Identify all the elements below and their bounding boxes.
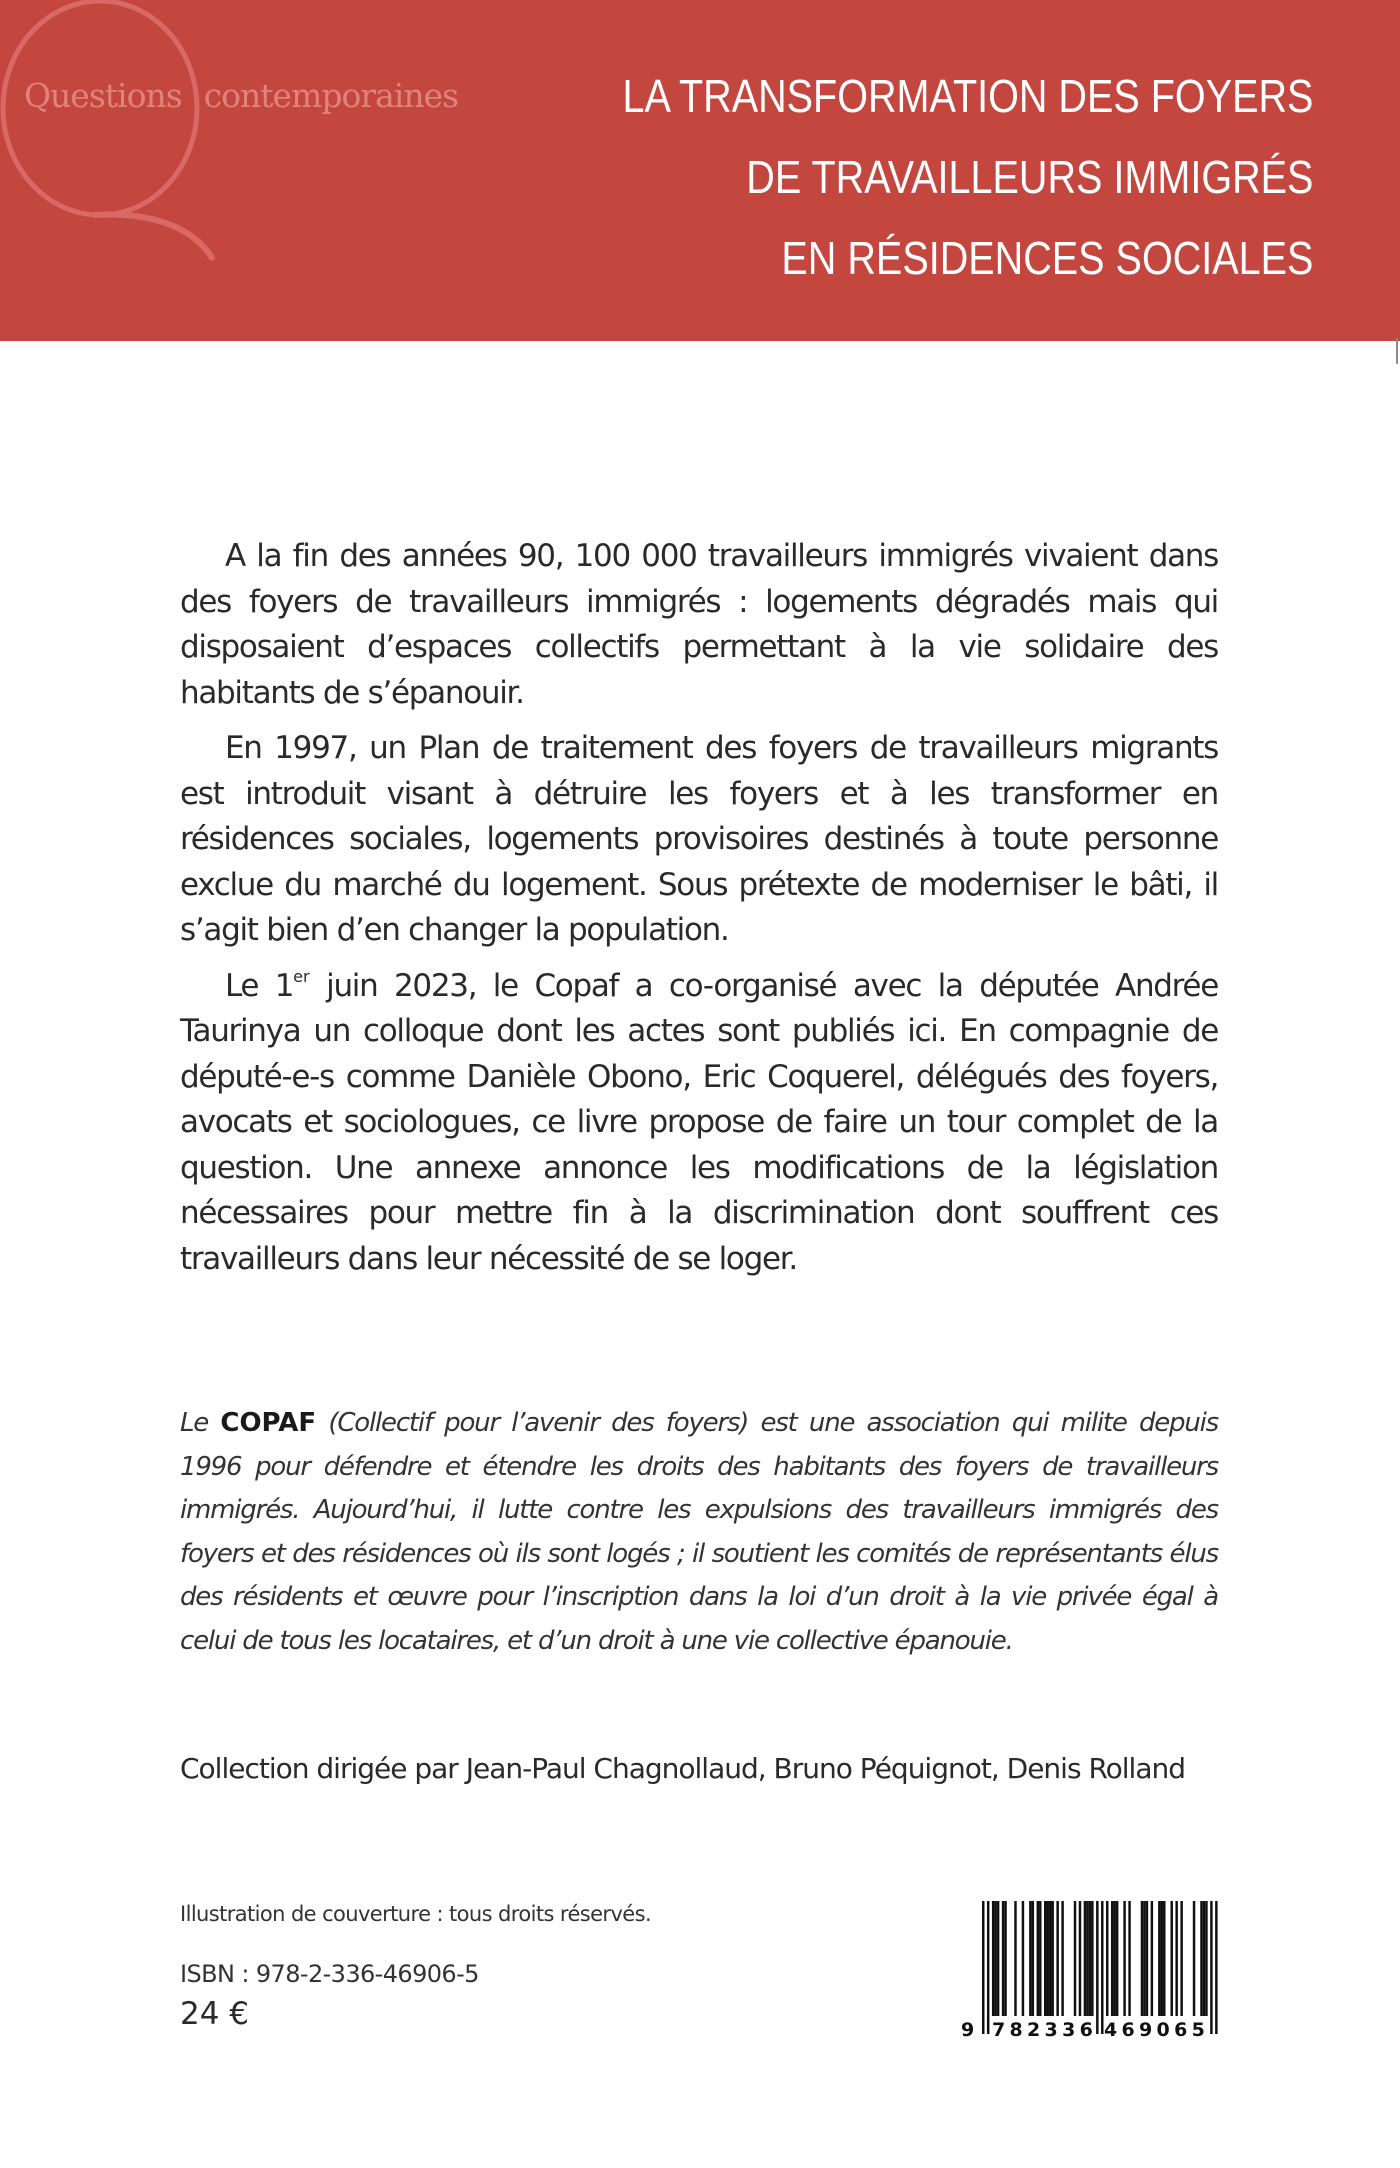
- edge-line: [1396, 338, 1398, 364]
- barcode-bar: [1113, 1901, 1115, 2016]
- barcode-bar: [992, 1901, 994, 2016]
- barcode-bar: [1046, 1901, 1048, 2016]
- barcode-bar: [1111, 1901, 1113, 2016]
- barcode-bar: [1193, 1901, 1195, 2016]
- barcode-bar: [1049, 1901, 1051, 2016]
- barcode-bar: [1039, 1901, 1041, 2016]
- price: 24 €: [180, 1996, 250, 2032]
- barcode-bar: [1180, 1901, 1182, 2016]
- barcode-bar: [1032, 1901, 1034, 2016]
- barcode-bar: [1143, 1901, 1145, 2016]
- barcode-guard-bar: [982, 1901, 984, 2034]
- title-line: LA TRANSFORMATION DES FOYERS: [622, 70, 1313, 122]
- barcode-bar: [1014, 1901, 1016, 2016]
- isbn: ISBN : 978-2-336-46906-5: [180, 1960, 479, 1988]
- about-copaf: [180, 1402, 1218, 1663]
- barcode-bar: [1091, 1901, 1093, 2016]
- barcode-bar: [1203, 1901, 1205, 2016]
- collection-editors: Collection dirigée par Jean-Paul Chagnollaud, Bruno Péquignot, Denis Rolland: [180, 1752, 1186, 1785]
- org-name: COPAF: [220, 1408, 317, 1438]
- barcode-bar: [1022, 1901, 1024, 2016]
- barcode-bar: [1116, 1901, 1118, 2016]
- barcode-bar: [1205, 1901, 1207, 2016]
- blurb-paragraph-1: A la fin des années 90, 100 000 travailleurs immigrés vivaient dans des foyers de travailleurs immigrés : logements dégradés mais qui disposaient d’espaces collectifs permettant à la vie solidaire des habitants de s’épanouir.: [180, 538, 1218, 711]
- about-text: (Collectif pour l’avenir des foyers) est une association qui milite depuis 1996 pour défendre et étendre les droits des habitants des foyers de travailleurs immigrés. Aujourd’hui, il lutte contre les expulsions des travailleurs immigrés des foyers et des résidences où ils sont logés ; il soutient les comités de représentants élus des résidents et œuvre pour l’inscription dans la loi d’un droit à la vie privée égal à celui de tous les locataires, et d’un droit à une vie collective épanouie.: [180, 1408, 1218, 1656]
- series-word-1: Questions: [24, 76, 182, 115]
- barcode-left-digits: 782336: [992, 2019, 1098, 2040]
- barcode-guard-bar: [987, 1901, 989, 2034]
- p3-rest: juin 2023, le Copaf a co-organisé avec la députée Andrée Taurinya un colloque dont les actes sont publiés ici. En compagnie de député-e-s comme Danièle Obono, Eric Coquerel, délégués des foyers, avocats et sociologues, ce livre propose de faire un tour complet de la question. Une annexe annonce les modifications de la législation nécessaires pour mettre fin à la discrimination dont souffrent ces travailleurs dans leur nécessité de se loger.: [180, 967, 1218, 1277]
- title-line: DE TRAVAILLEURS IMMIGRÉS: [745, 151, 1313, 203]
- barcode-bar: [1146, 1901, 1148, 2016]
- barcode: [958, 1898, 1220, 2040]
- barcode-bar: [1151, 1901, 1153, 2016]
- barcode-bar: [1175, 1901, 1177, 2016]
- barcode-bar: [1089, 1901, 1091, 2016]
- barcode-bar: [1161, 1901, 1163, 2016]
- barcode-bar: [1061, 1901, 1063, 2016]
- barcode-right-digits: 469065: [1104, 2019, 1210, 2040]
- barcode-guard-bar: [1215, 1901, 1217, 2034]
- barcode-bar: [1128, 1901, 1130, 2016]
- barcode-bar: [1086, 1901, 1088, 2016]
- barcode-bar: [1079, 1901, 1081, 2016]
- barcode-bar: [1106, 1901, 1108, 2016]
- ordinal-superscript: er: [293, 966, 310, 986]
- barcode-bar: [1044, 1901, 1046, 2016]
- series-name: [24, 76, 458, 115]
- barcode-bar: [1158, 1901, 1160, 2016]
- barcode-bar: [1170, 1901, 1172, 2016]
- blurb-paragraph-3: [180, 964, 1218, 1283]
- barcode-guard-bar: [1101, 1901, 1103, 2034]
- blurb-paragraph-2: En 1997, un Plan de traitement des foyers de travailleurs migrants est introduit visant à détruire les foyers et à les transformer en résidences sociales, logements provisoires destinés à toute personne exclue du marché du logement. Sous prétexte de moderniser le bâti, il s’agit bien d’en changer la population.: [180, 730, 1218, 948]
- barcode-bar: [1074, 1901, 1076, 2016]
- series-word-2: contemporaines: [203, 76, 459, 115]
- q-letter-icon: [0, 0, 300, 341]
- cover-header-band: [0, 0, 1400, 341]
- barcode-bar: [1123, 1901, 1125, 2016]
- barcode-bar: [1037, 1901, 1039, 2016]
- book-title: [622, 72, 1313, 315]
- barcode-guard-bar: [1096, 1901, 1098, 2034]
- title-line: EN RÉSIDENCES SOCIALES: [780, 232, 1313, 284]
- barcode-bar: [1141, 1901, 1143, 2016]
- barcode-bar: [994, 1901, 996, 2016]
- barcode-bar: [1004, 1901, 1006, 2016]
- barcode-bar: [997, 1901, 999, 2016]
- illustration-credit: Illustration de couverture : tous droits réservés.: [180, 1902, 652, 1926]
- barcode-bar: [1051, 1901, 1053, 2016]
- barcode-bar: [1163, 1901, 1165, 2016]
- about-prefix: Le: [180, 1408, 221, 1438]
- barcode-first-digit: 9: [961, 2019, 975, 2040]
- barcode-bar: [1084, 1901, 1086, 2016]
- barcode-guard-bar: [1210, 1901, 1212, 2034]
- p3-start: Le 1: [225, 967, 294, 1004]
- barcode-bar: [1200, 1901, 1202, 2016]
- barcode-bar: [1002, 1901, 1004, 2016]
- barcode-bar: [1029, 1901, 1031, 2016]
- blurb: [180, 534, 1218, 1292]
- barcode-bar: [1056, 1901, 1058, 2016]
